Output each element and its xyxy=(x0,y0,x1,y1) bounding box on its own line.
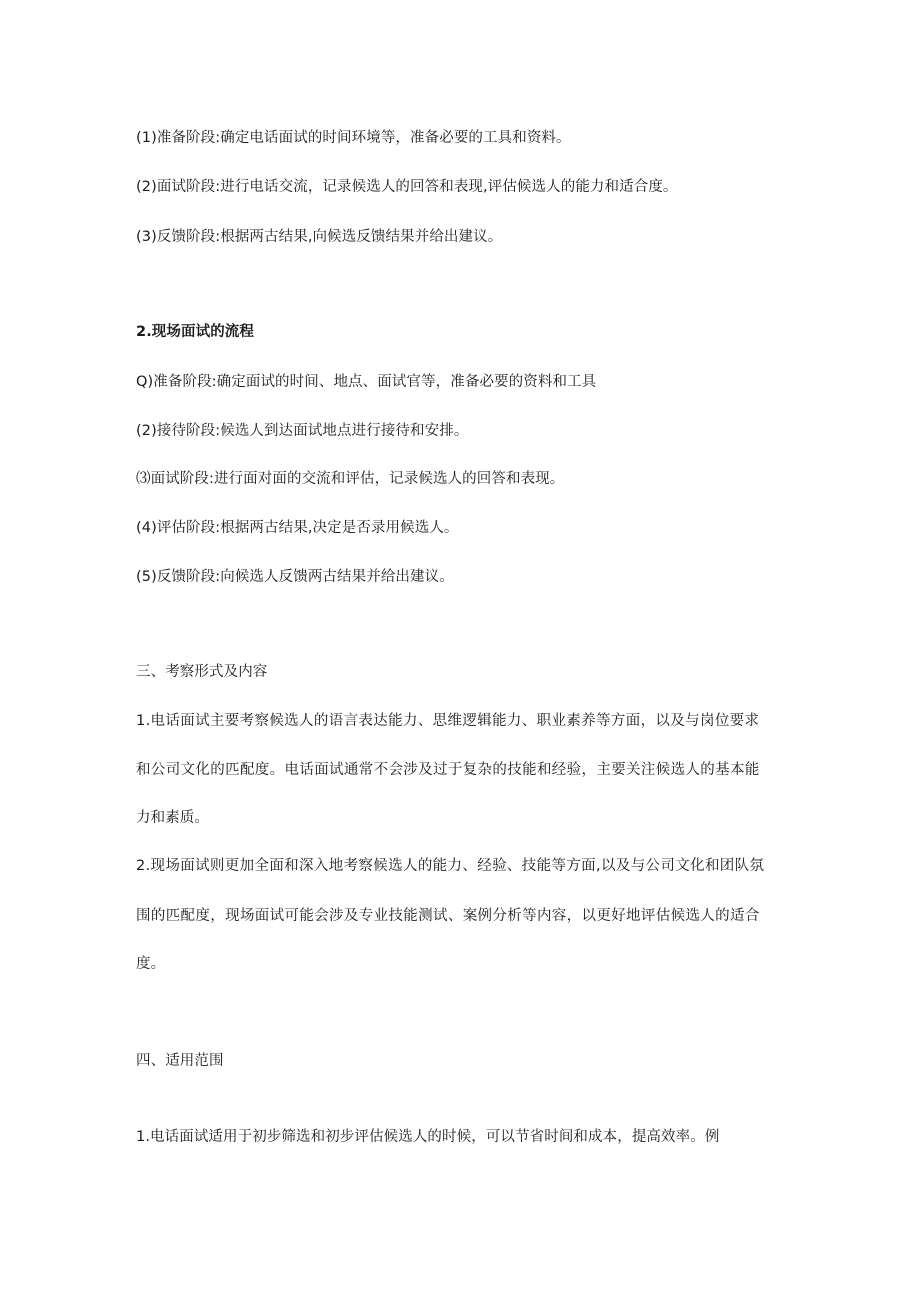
onsite-step-2: (2)接待阶段:候选人到达面试地点进行接待和安排。 xyxy=(136,423,469,439)
section3-para1-line1: 1.电话面试主要考察候选人的语言表达能力、思维逻辑能力、职业素养等方面，以及与岗位要求 xyxy=(136,713,760,729)
phone-step-1: (1)准备阶段:确定电话面试的时间环境等，准备必要的工具和资料。 xyxy=(136,130,571,146)
section4-heading: 四、适用范围 xyxy=(136,1053,224,1069)
onsite-step-4: (4)评估阶段:根据两古结果,决定是否录用候选人。 xyxy=(136,520,459,536)
section3-para1-line3: 力和素质。 xyxy=(136,810,209,826)
onsite-step-5: (5)反馈阶段:向候选人反馈两古结果并给出建议。 xyxy=(136,569,454,585)
section3-heading: 三、考察形式及内容 xyxy=(136,664,268,680)
onsite-step-1: Q)准备阶段:确定面试的时间、地点、面试官等，准备必要的资料和工具 xyxy=(136,374,597,390)
section4-para1-line1: 1.电话面试适用于初步筛选和初步评估候选人的时候，可以节省时间和成本，提高效率。例 xyxy=(136,1129,720,1145)
onsite-step-3: ⑶面试阶段:进行面对面的交流和评估，记录候选人的回答和表现。 xyxy=(136,471,565,487)
section3-para2-line2: 围的匹配度，现场面试可能会涉及专业技能测试、案例分析等内容，以更好地评估候选人的适合 xyxy=(136,908,760,924)
onsite-heading: 2.现场面试的流程 xyxy=(136,324,254,340)
section3-para2-line3: 度。 xyxy=(136,956,166,972)
section3-para2-line1: 2.现场面试则更加全面和深入地考察候选人的能力、经验、技能等方面,以及与公司文化和团队氛 xyxy=(136,858,765,874)
phone-step-2: (2)面试阶段:进行电话交流，记录候选人的回答和表现,评估候选人的能力和适合度。 xyxy=(136,179,678,195)
phone-step-3: (3)反馈阶段:根据两古结果,向候选反馈结果并给出建议。 xyxy=(136,229,503,245)
section3-para1-line2: 和公司文化的匹配度。电话面试通常不会涉及过于复杂的技能和经验，主要关注候选人的基本能 xyxy=(136,762,760,778)
